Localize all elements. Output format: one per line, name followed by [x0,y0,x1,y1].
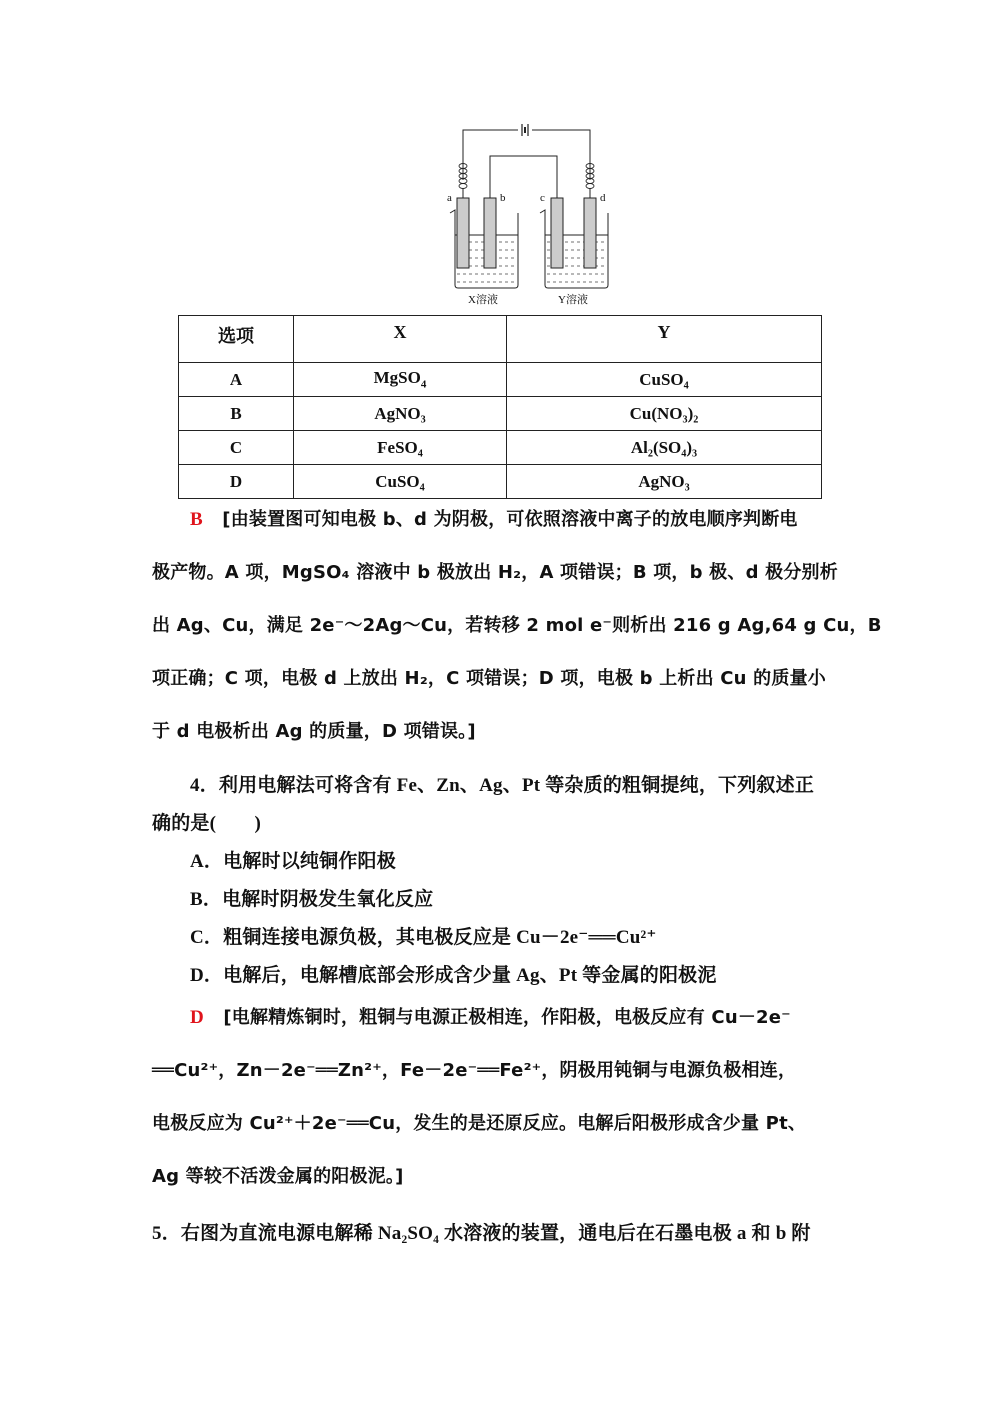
q4-option-a: A．电解时以纯铜作阳极 [190,851,396,872]
table-row [179,431,822,465]
x-solution-label: X溶液 [468,294,498,306]
table-row [179,397,822,431]
q4-explanation-line-2: ══Cu²⁺，Zn－2e⁻══Zn²⁺，Fe－2e⁻══Fe²⁺，阴极用钝铜与电源负极相连， [152,1060,797,1081]
electrode-c [551,198,563,268]
row-x: FeSO₄ [294,431,507,465]
electrode-b [484,198,496,268]
q5-stem-line-1: 5．右图为直流电源电解稀 Na₂SO₄ 水溶液的装置，通电后在石墨电极 a 和 b 附 [152,1223,811,1244]
q4-stem-line-1: 4．利用电解法可将含有 Fe、Zn、Ag、Pt 等杂质的粗铜提纯，下列叙述正 [190,775,815,796]
label-b: b [500,192,506,204]
header-option: 选项 [179,316,294,363]
q4-explanation-line-4: Ag 等较不活泼金属的阳极泥。] [152,1166,404,1187]
q4-explanation-line-3: 电极反应为 Cu²⁺＋2e⁻══Cu，发生的是还原反应。电解后阳极形成含少量 Pt、 [152,1113,807,1134]
q3-explanation-line-1 [190,505,798,531]
table-row [179,465,822,499]
q4-option-d: D．电解后，电解槽底部会形成含少量 Ag、Pt 等金属的阳极泥 [190,965,717,986]
q4-option-c: C．粗铜连接电源负极，其电极反应是 Cu－2e⁻══Cu²⁺ [190,927,657,948]
row-option: B [179,397,294,431]
electrode-d [584,198,596,268]
q4-explanation-line-1 [190,1003,791,1029]
row-x: CuSO₄ [294,465,507,499]
header-x: X [294,316,507,363]
q3-line-text: [由装置图可知电极 b、d 为阴极，可依照溶液中离子的放电顺序判断电 [222,509,798,530]
header-y: Y [507,316,822,363]
row-y: CuSO₄ [507,363,822,397]
row-y: Cu(NO₃)₂ [507,397,822,431]
row-x-text: MgSO [373,368,421,388]
y-solution-label: Y溶液 [558,294,588,306]
q4-line-text: [电解精炼铜时，粗铜与电源正极相连，作阳极，电极反应有 Cu－2e⁻ [223,1007,791,1028]
row-option: D [179,465,294,499]
row-x: AgNO₃ [294,397,507,431]
row-option: A [179,363,294,397]
row-y: AgNO₃ [507,465,822,499]
electrode-a [457,198,469,268]
q3-explanation-line-3: 出 Ag、Cu，满足 2e⁻～2Ag～Cu，若转移 2 mol e⁻则析出 216 g Ag,64 g Cu，B [152,615,882,636]
q4-option-b: B．电解时阴极发生氧化反应 [190,889,434,910]
q4-stem-line-2: 确的是( ) [152,813,262,834]
q3-explanation-line-4: 项正确；C 项，电极 d 上放出 H₂，C 项错误；D 项，电极 b 上析出 Cu 的质量小 [152,668,826,689]
q3-explanation-line-5: 于 d 电极析出 Ag 的质量，D 项错误。] [152,721,476,742]
electrolysis-diagram [440,120,620,310]
options-table [178,315,822,499]
table-header-row [179,316,822,363]
label-a: a [447,192,452,204]
row-x [294,363,507,397]
q3-answer-letter: B [190,509,203,530]
row-x-sub: 4 [420,378,427,391]
table-row [179,363,822,397]
q4-answer-letter: D [190,1007,204,1028]
row-option: C [179,431,294,465]
label-c: c [540,192,545,204]
q3-explanation-line-2: 极产物。A 项，MgSO₄ 溶液中 b 极放出 H₂，A 项错误；B 项，b 极、d 极分别析 [152,562,838,583]
row-y: Al₂(SO₄)₃ [507,431,822,465]
label-d: d [600,192,606,204]
